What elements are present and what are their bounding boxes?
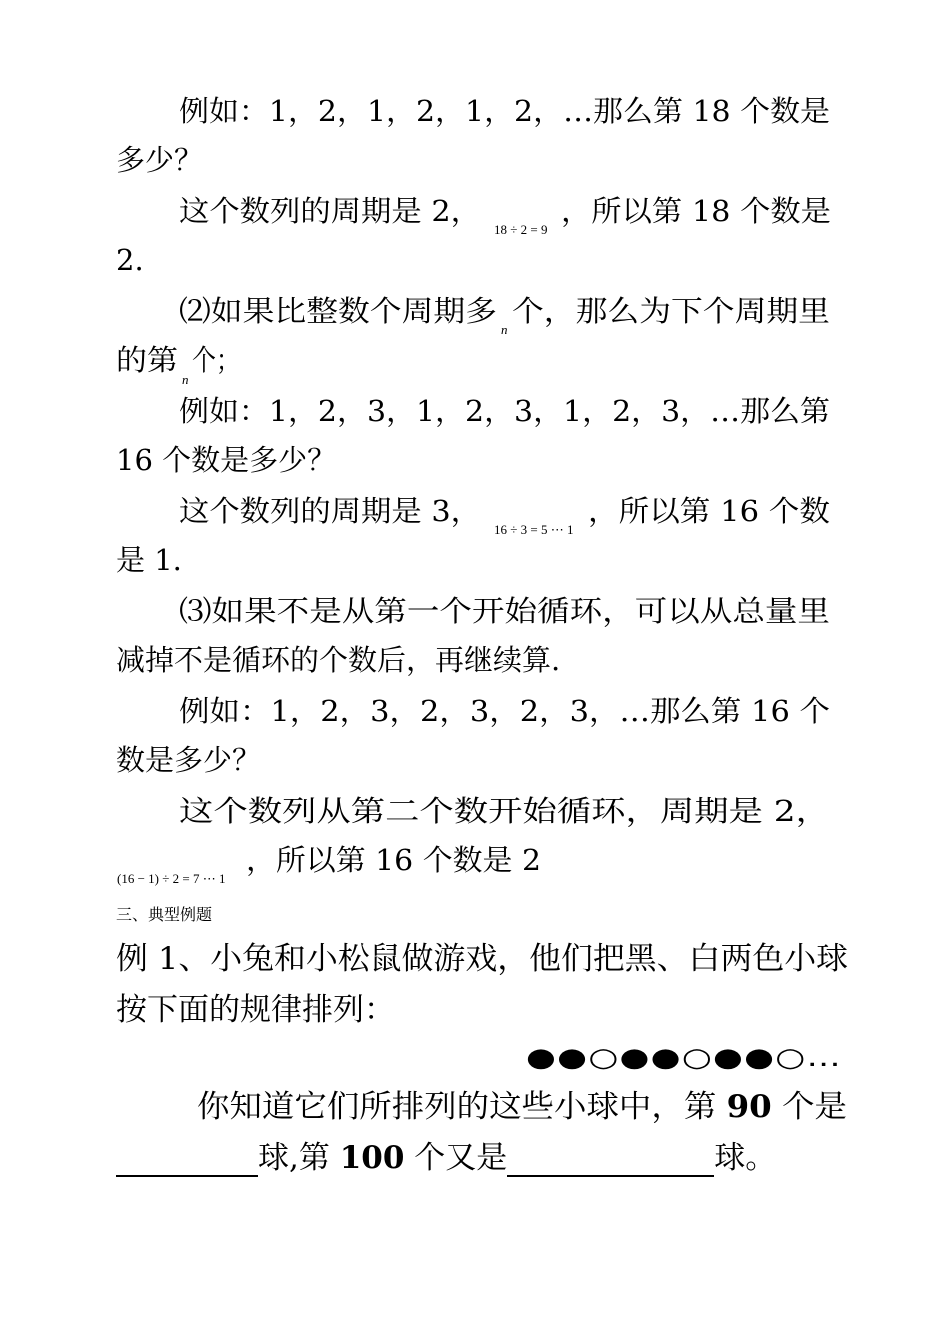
- section-heading: 三、典型例题: [116, 905, 213, 924]
- variable-n: n: [182, 372, 189, 387]
- ball-sequence: ●●○●●○●●○…: [526, 1043, 842, 1073]
- answer-text: 2.: [116, 243, 144, 277]
- rule-text: ⑶如果不是从第一个开始循环，可以从总量里: [179, 594, 830, 628]
- answer-text: 这个数列的周期是 3，: [179, 494, 481, 528]
- variable-n: n: [501, 322, 508, 337]
- rule-text: 减掉不是循环的个数后，再继续算.: [116, 643, 561, 677]
- example-text: 16 个数是多少？: [116, 443, 337, 477]
- inline-formula: 18 ÷ 2 = 9: [494, 222, 548, 237]
- rule-text: 个；: [192, 343, 240, 377]
- answer-text: 这个数列的周期是 2，: [179, 194, 481, 228]
- example-title: 例 1、小兔和小松鼠做游戏，他们把黑、白两色小球: [116, 941, 848, 977]
- rule-text: 的第: [116, 343, 178, 377]
- answer-text: ，所以第 16 个数: [588, 494, 830, 528]
- example-text: 数是多少？: [116, 743, 262, 777]
- rule-text: 个，那么为下个周期里: [512, 294, 830, 328]
- example-text: 多少？: [116, 143, 204, 177]
- answer-blank-2[interactable]: [507, 1145, 714, 1177]
- example-text: 例如：1，2，3，2，3，2，3，…那么第 16 个: [179, 694, 830, 728]
- rule-text: ⑵如果比整数个周期多: [179, 294, 497, 328]
- question-text: 球,第 100 个又是 球。: [116, 1139, 776, 1177]
- answer-text: ，所以第 16 个数是 2: [246, 843, 541, 877]
- inline-formula: 16 ÷ 3 = 5 ⋯ 1: [494, 522, 574, 537]
- inline-formula: (16 − 1) ÷ 2 = 7 ⋯ 1: [117, 871, 226, 886]
- example-text: 按下面的规律排列：: [116, 992, 395, 1028]
- answer-text: 这个数列从第二个数开始循环，周期是 2，: [179, 794, 830, 828]
- answer-text: ，所以第 18 个数是: [561, 194, 831, 228]
- question-text: 你知道它们所排列的这些小球中，第 90 个是: [197, 1089, 847, 1125]
- answer-text: 是 1.: [116, 543, 182, 577]
- answer-blank-1[interactable]: [116, 1145, 258, 1177]
- example-text: 例如：1，2，3，1，2，3，1，2，3，…那么第: [179, 394, 830, 428]
- example-text: 例如：1，2，1，2，1，2，…那么第 18 个数是: [179, 94, 830, 128]
